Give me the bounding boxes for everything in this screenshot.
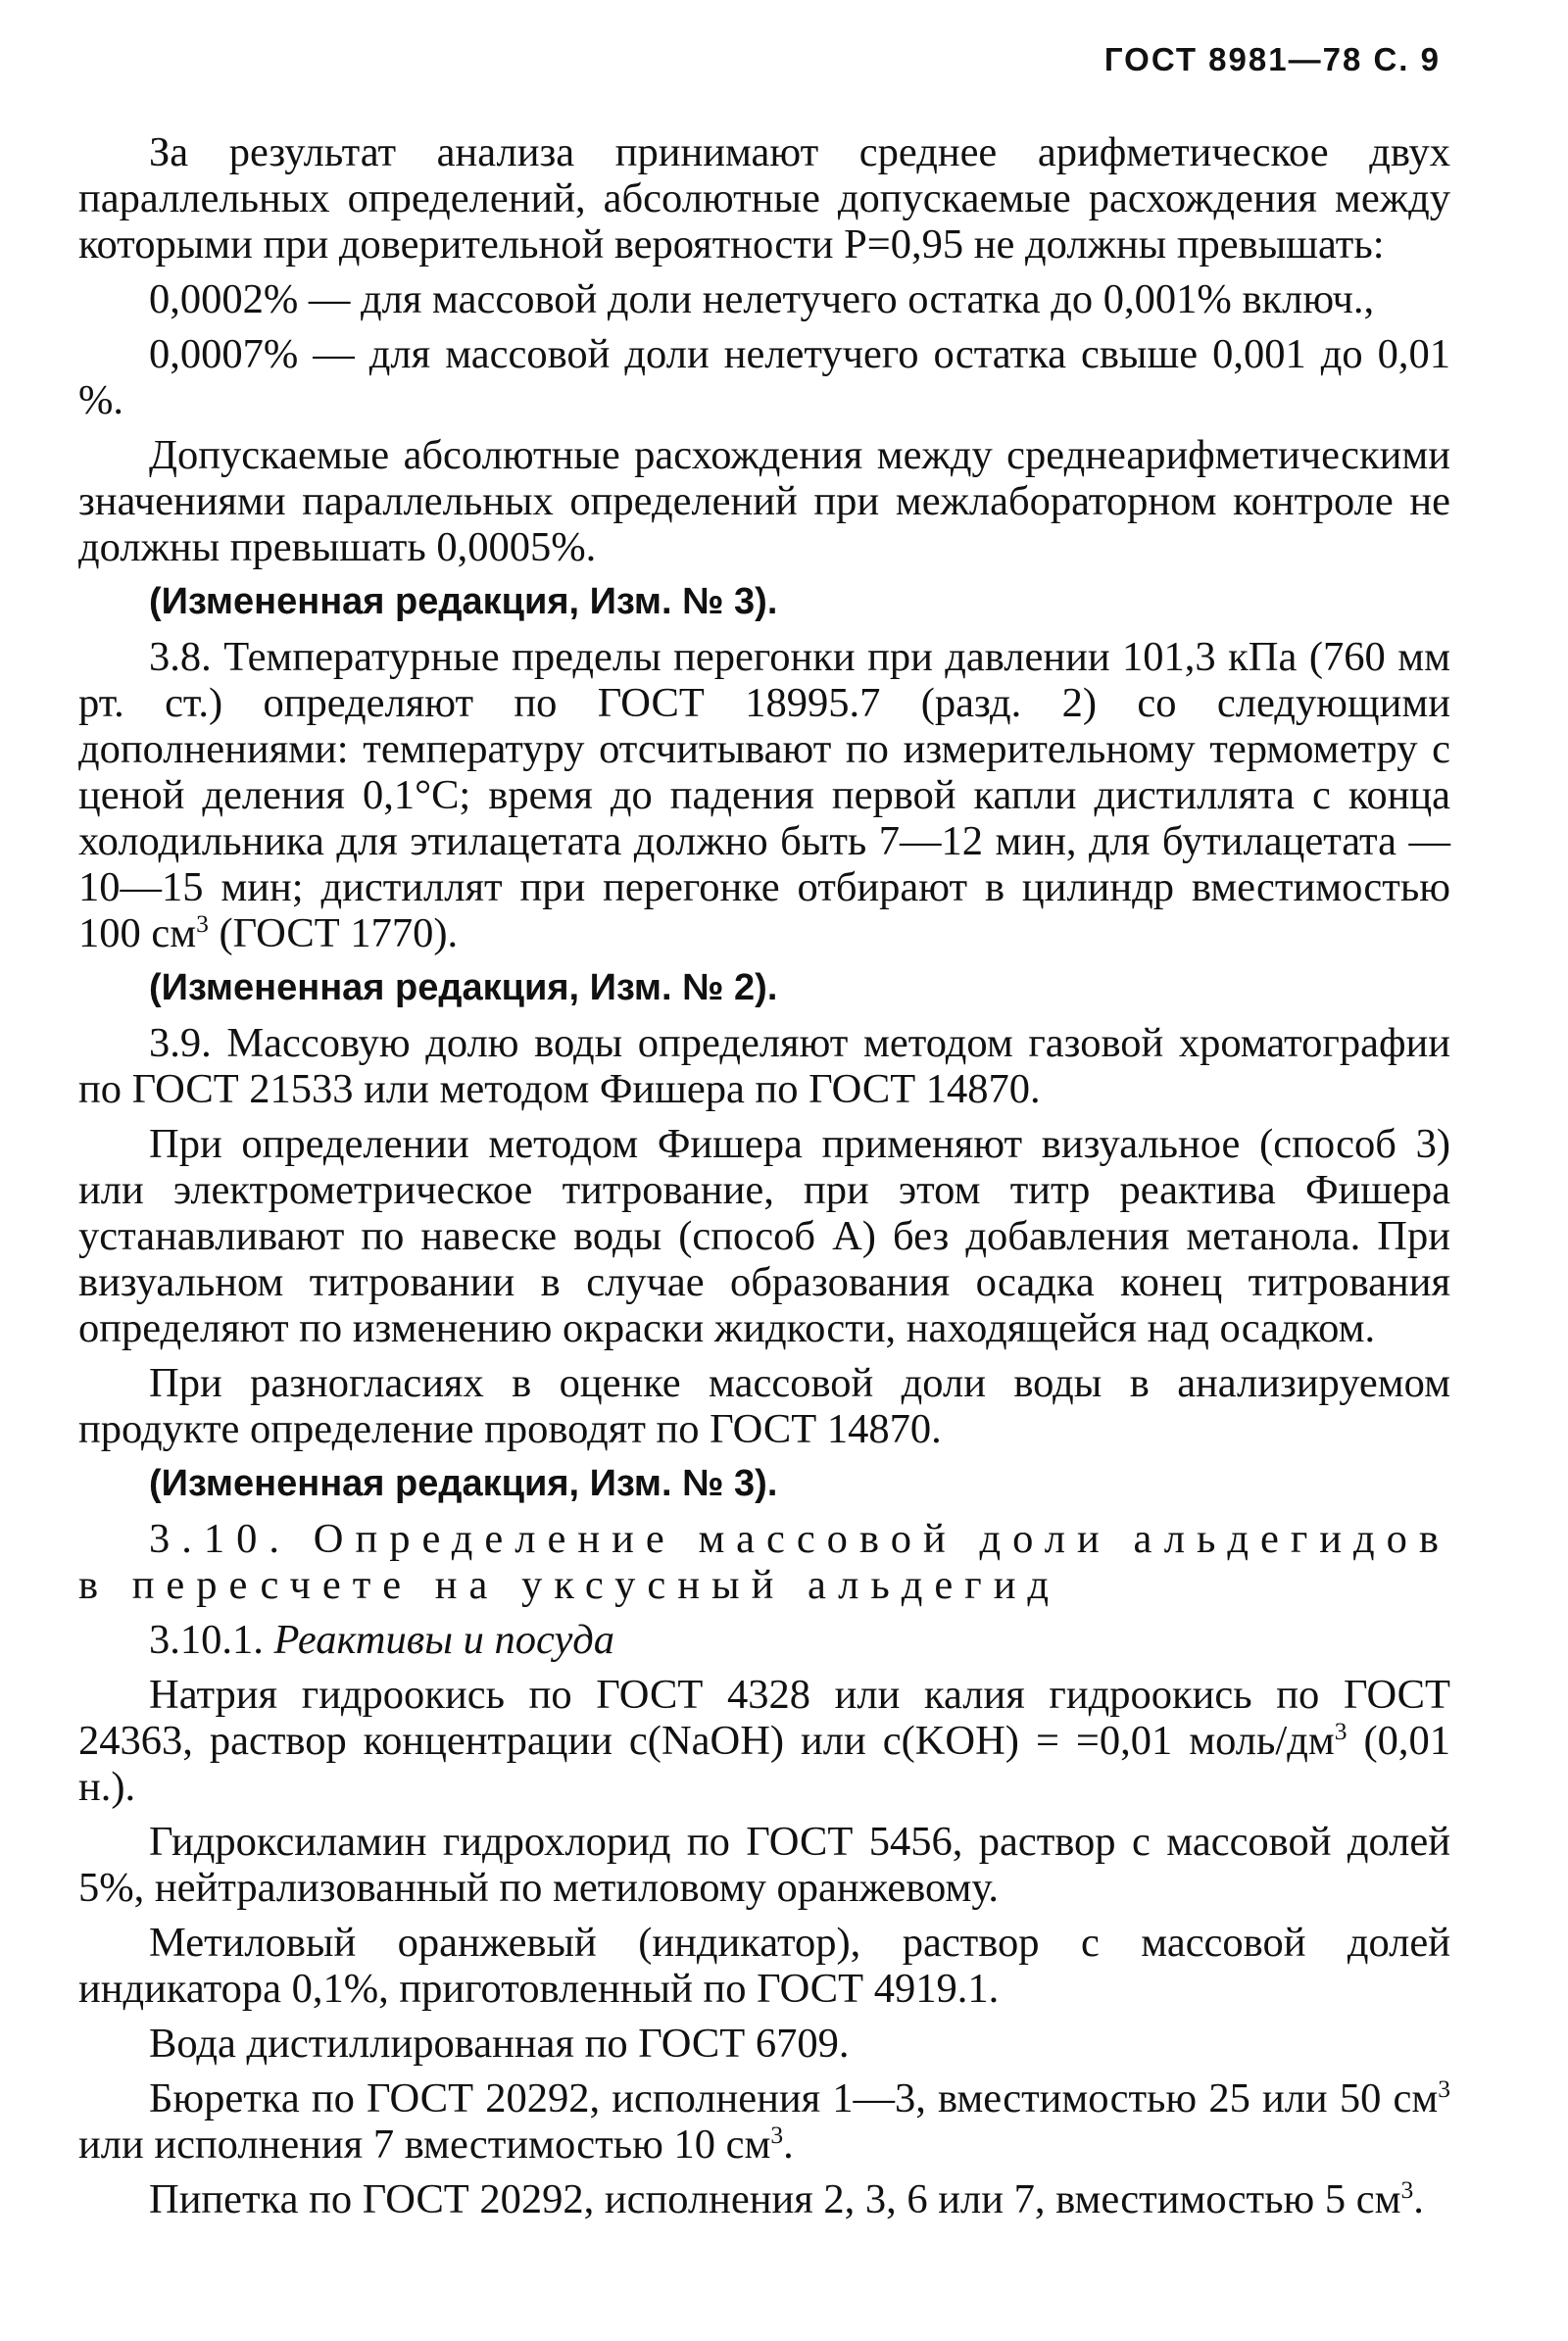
paragraph-tolerance-2: 0,0007% — для массовой доли нелетучего остатка свыше 0,001 до 0,01 %. bbox=[78, 331, 1450, 423]
reagent-naoh-tail: (0,01 н.). bbox=[78, 1718, 1451, 1810]
superscript-3: 3 bbox=[770, 2120, 784, 2149]
pipette-text: Пипетка по ГОСТ 20292, исполнения 2, 3, 6 или 7, вместимостью 5 см bbox=[149, 2176, 1401, 2222]
superscript-3: 3 bbox=[1400, 2174, 1414, 2204]
amendment-note-3: (Измененная редакция, Изм. № 3). bbox=[149, 1463, 778, 1504]
paragraph-tolerance-1: 0,0002% — для массовой доли нелетучего остатка до 0,001% включ., bbox=[149, 276, 1375, 322]
paragraph-disagreement: При разногласиях в оценке массовой доли воды в анализируемом продукте определение проводят по ГОСТ 14870. bbox=[78, 1360, 1450, 1452]
superscript-3: 3 bbox=[196, 908, 209, 938]
reagent-water: Вода дистиллированная по ГОСТ 6709. bbox=[149, 2021, 850, 2067]
document-body bbox=[78, 129, 1450, 2231]
paragraph-3-8-text: 3.8. Температурные пределы перегонки при давлении 101,3 кПа (760 мм рт. ст.) определяют по ГОСТ 18995.7 (разд. 2) со следующими дополнениями: температуру отсчитывают по измерительному термометру с ценой деления 0,1°С; время до падения первой капли дистиллята с конца холодильника для этилацетата должно быть 7—12 мин, для бутилацетата — 10—15 мин; дистиллят при перегонке отбирают в цилиндр вместимостью 100 см bbox=[78, 634, 1450, 956]
paragraph-3-8-tail: (ГОСТ 1770). bbox=[219, 910, 459, 956]
amendment-note-2: (Измененная редакция, Изм. № 2). bbox=[149, 967, 778, 1008]
burette-text-2: или исполнения 7 вместимостью 10 см bbox=[78, 2122, 771, 2168]
paragraph-result: За результат анализа принимают среднее арифметическое двух параллельных определений, абсолютные допускаемые расхождения между которыми при доверительной вероятности Р=0,95 не должны превышать: bbox=[78, 129, 1450, 268]
reagent-methyl-orange: Метиловый оранжевый (индикатор), раствор с массовой долей индикатора 0,1%, приготовленный по ГОСТ 4919.1. bbox=[78, 1920, 1450, 2012]
pipette-period: . bbox=[1413, 2176, 1424, 2222]
section-3-10-heading: 3.10. Определение массовой доли альдегидов в пересчете на уксусный альдегид bbox=[78, 1516, 1450, 1608]
burette-text-1: Бюретка по ГОСТ 20292, исполнения 1—3, вместимостью 25 или 50 см bbox=[149, 2075, 1439, 2122]
burette-period: . bbox=[783, 2122, 794, 2168]
paragraph-3-8 bbox=[78, 634, 1450, 956]
subsection-3-10-1 bbox=[78, 1617, 1450, 1663]
reagent-hydroxylamine: Гидроксиламин гидрохлорид по ГОСТ 5456, раствор с массовой долей 5%, нейтрализованный по метиловому оранжевому. bbox=[78, 1819, 1450, 1911]
amendment-note-1: (Измененная редакция, Изм. № 3). bbox=[149, 581, 778, 622]
reagent-naoh-text: Натрия гидроокись по ГОСТ 4328 или калия гидроокись по ГОСТ 24363, раствор концентрации с(NaOH) или с(KOH) = =0,01 моль/дм bbox=[78, 1672, 1450, 1764]
paragraph-fischer: При определении методом Фишера применяют визуальное (способ 3) или электрометрическое титрование, при этом титр реактива Фишера устанавливают по навеске воды (способ А) без добавления метанола. При визуальном титровании в случае образования осадка конец титрования определяют по изменению окраски жидкости, находящейся над осадком. bbox=[78, 1121, 1450, 1351]
page-header: ГОСТ 8981—78 С. 9 bbox=[1103, 41, 1441, 77]
equipment-pipette bbox=[78, 2176, 1450, 2222]
paragraph-interlab: Допускаемые абсолютные расхождения между среднеарифметическими значениями параллельных определений при межлабораторном контроле не должны превышать 0,0005%. bbox=[78, 432, 1450, 570]
subsection-number: 3.10.1. bbox=[149, 1617, 264, 1663]
equipment-burette bbox=[78, 2075, 1450, 2168]
superscript-3: 3 bbox=[1334, 1716, 1348, 1745]
reagent-naoh bbox=[78, 1672, 1450, 1810]
superscript-3: 3 bbox=[1438, 2073, 1450, 2103]
paragraph-3-9: 3.9. Массовую долю воды определяют методом газовой хроматографии по ГОСТ 21533 или методом Фишера по ГОСТ 14870. bbox=[78, 1020, 1450, 1112]
subsection-title: Реактивы и посуда bbox=[273, 1617, 615, 1663]
